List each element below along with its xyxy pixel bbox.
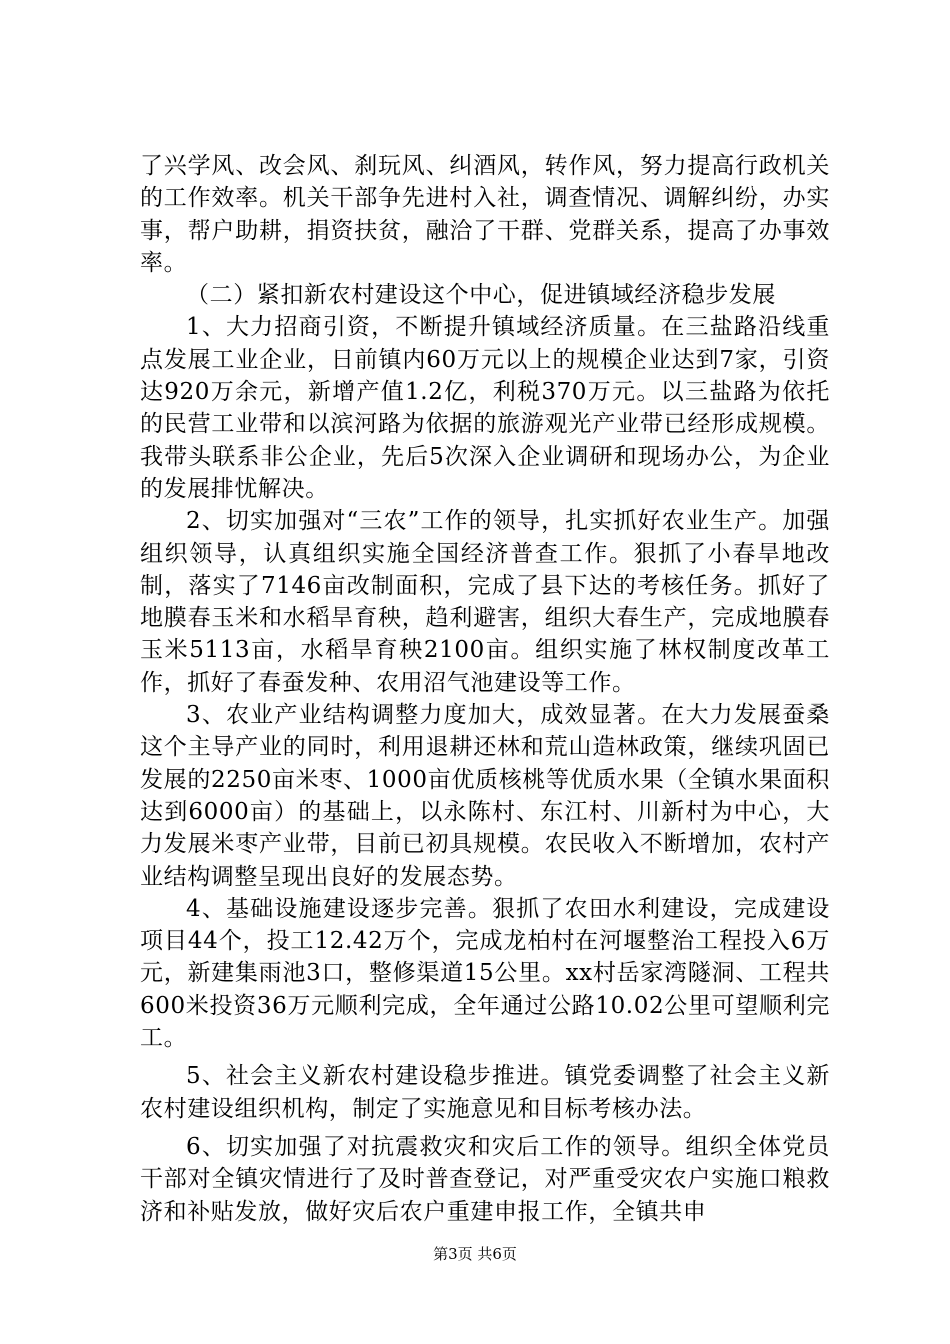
paragraph-continuation: 了兴学风、改会风、刹玩风、纠酒风，转作风，努力提高行政机关的工作效率。机关干部争先进村入社，调查情况、调解纠纷，办实事，帮户助耕，捐资扶贫，融洽了干群、党群关系，提高了办事效率。 <box>140 153 830 276</box>
paragraph-item-4: 4、基础设施建设逐步完善。狠抓了农田水利建设，完成建设项目44个，投工12.42万个，完成龙柏村在河堰整治工程投入6万元，新建集雨池3口，整修渠道15公里。xx村岳家湾隧洞、工程共600米投资36万元顺利完成，全年通过公路10.02公里可望顺利完工。 <box>140 895 830 1052</box>
paragraph-item-3: 3、农业产业结构调整力度加大，成效显著。在大力发展蚕桑这个主导产业的同时，利用退耕还林和荒山造林政策，继续巩固已发展的2250亩米枣、1000亩优质核桃等优质水果（全镇水果面积达到6000亩）的基础上，以永陈村、东江村、川新村为中心，大力发展米枣产业带，目前已初具规模。农民收入不断增加，农村产业结构调整呈现出良好的发展态势。 <box>140 702 830 890</box>
page-number: 第3页 共6页 <box>433 1245 517 1263</box>
paragraph-item-1: 1、大力招商引资，不断提升镇域经济质量。在三盐路沿线重点发展工业企业，日前镇内60万元以上的规模企业达到7家，引资达920万余元，新增产值1.2亿，利税370万元。以三盐路为依托的民营工业带和以滨河路为依据的旅游观光产业带已经形成规模。我带头联系非公企业，先后5次深入企业调研和现场办公，为企业的发展排忧解决。 <box>140 314 830 502</box>
paragraph-item-6: 6、切实加强了对抗震救灾和灾后工作的领导。组织全体党员干部对全镇灾情进行了及时普查登记，对严重受灾农户实施口粮救济和补贴发放，做好灾后农户重建申报工作，全镇共申 <box>140 1133 830 1225</box>
paragraph-item-2: 2、切实加强对“三农”工作的领导，扎实抓好农业生产。加强组织领导，认真组织实施全国经济普查工作。狠抓了小春旱地改制，落实了7146亩改制面积，完成了县下达的考核任务。抓好了地膜春玉米和水稻旱育秧，趋利避害，组织大春生产，完成地膜春玉米5113亩，水稻旱育秧2100亩。组织实施了林权制度改革工作，抓好了春蚕发种、农用沼气池建设等工作。 <box>140 508 830 696</box>
document-body <box>140 150 830 1228</box>
section-heading: （二）紧扣新农村建设这个中心，促进镇域经济稳步发展 <box>186 282 776 309</box>
paragraph-item-5: 5、社会主义新农村建设稳步推进。镇党委调整了社会主义新农村建设组织机构，制定了实施意见和目标考核办法。 <box>140 1063 830 1122</box>
page-footer <box>0 1244 950 1264</box>
